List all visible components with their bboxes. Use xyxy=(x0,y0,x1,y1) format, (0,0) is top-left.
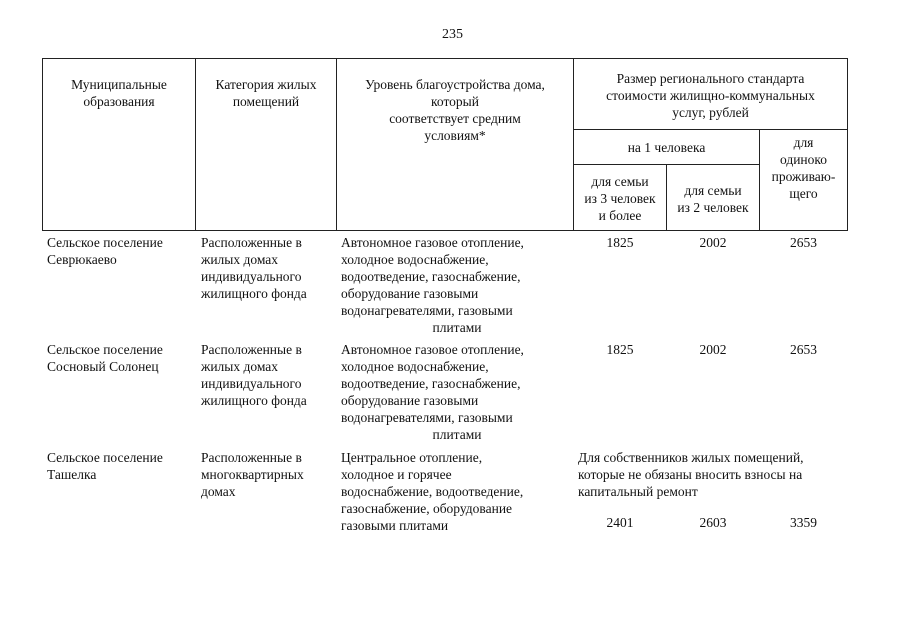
cell-note xyxy=(578,449,848,500)
cell-text-line: оборудование газовыми xyxy=(341,393,479,408)
cell-text-line: холодное и горячее xyxy=(341,467,452,482)
cell-level xyxy=(341,341,573,443)
cell-text-line: Центральное отопление, xyxy=(341,450,483,465)
cell-text-line: Сельское поселение xyxy=(47,342,163,357)
cell-text-line: Ташелка xyxy=(47,467,97,482)
cell-family2: 2002 xyxy=(699,342,727,357)
header-single xyxy=(760,134,847,202)
header-text-line: стоимости жилищно-коммунальных xyxy=(606,88,815,103)
cell-text-line: жилищного фонда xyxy=(201,393,307,408)
header-category xyxy=(196,76,336,110)
cell-text-line: жилых домах xyxy=(201,252,279,267)
header-text-line: образования xyxy=(83,94,155,109)
cell-text-line: капитальный ремонт xyxy=(578,484,698,499)
cell-single: 3359 xyxy=(790,515,817,530)
header-text-line: Категория жилых xyxy=(215,77,317,92)
header-municipality xyxy=(43,76,195,110)
cell-municipality xyxy=(47,234,197,268)
cell-family2: 2603 xyxy=(699,515,727,530)
cell-text-line: Сельское поселение xyxy=(47,235,163,250)
header-family3 xyxy=(574,173,666,224)
cell-text-line: плитами xyxy=(432,427,482,442)
header-text-line: проживаю- xyxy=(771,169,836,184)
header-text-line: помещений xyxy=(232,94,300,109)
cell-text-line: Расположенные в xyxy=(201,342,302,357)
cell-text-line: Сосновый Солонец xyxy=(47,359,159,374)
header-right-border xyxy=(847,58,848,231)
cell-single: 2653 xyxy=(790,235,817,250)
cell-single: 2653 xyxy=(790,342,817,357)
cell-text-line: Автономное газовое отопление, xyxy=(341,235,524,250)
cell-text-line: Для собственников жилых помещений, xyxy=(578,450,804,465)
header-text-line: для семьи xyxy=(684,183,742,198)
cell-level xyxy=(341,449,573,534)
header-text-line: Размер регионального стандарта xyxy=(616,71,805,86)
header-inner-line xyxy=(573,129,848,130)
header-text-line: щего xyxy=(789,186,818,201)
cell-category xyxy=(201,234,336,302)
cell-text-line: водоотведение, газоснабжение, xyxy=(341,376,521,391)
cell-text-line: индивидуального xyxy=(201,376,302,391)
cell-text-line: жилых домах xyxy=(201,359,279,374)
cell-text-line: оборудование газовыми xyxy=(341,286,479,301)
header-text-line: одиноко xyxy=(779,152,828,167)
cell-text-line: плитами xyxy=(432,320,482,335)
cell-family3: 1825 xyxy=(606,235,634,250)
header-text-line: и более xyxy=(598,208,642,223)
cell-text-line: газоснабжение, оборудование xyxy=(341,501,513,516)
header-text-line: Муниципальные xyxy=(71,77,167,92)
header-top-border xyxy=(42,58,848,59)
cell-text-line: водоотведение, газоснабжение, xyxy=(341,269,521,284)
cell-family2: 2002 xyxy=(699,235,727,250)
header-size xyxy=(574,70,847,121)
cell-text-line: которые не обязаны вносить взносы на xyxy=(578,467,803,482)
header-text-line: который xyxy=(431,94,479,109)
cell-text-line: водоснабжение, водоотведение, xyxy=(341,484,524,499)
header-family2 xyxy=(667,182,759,216)
cell-text-line: индивидуального xyxy=(201,269,302,284)
header-text-line: из 3 человек xyxy=(584,191,656,206)
header-level xyxy=(337,76,573,144)
cell-family3: 2401 xyxy=(606,515,634,530)
cell-text-line: водонагревателями, газовыми xyxy=(341,410,513,425)
cell-text-line: Расположенные в xyxy=(201,450,302,465)
cell-level xyxy=(341,234,573,336)
cell-text-line: Расположенные в xyxy=(201,235,302,250)
header-text-line: из 2 человек xyxy=(677,200,749,215)
header-text-line: Уровень благоустройства дома, xyxy=(365,77,545,92)
cell-text-line: водонагревателями, газовыми xyxy=(341,303,513,318)
header-text-line: условиям* xyxy=(424,128,486,143)
cell-text-line: Севрюкаево xyxy=(47,252,117,267)
cell-text-line: Сельское поселение xyxy=(47,450,163,465)
cell-text-line: холодное водоснабжение, xyxy=(341,359,489,374)
cell-municipality xyxy=(47,449,197,483)
header-bottom-border xyxy=(42,230,848,231)
cell-municipality xyxy=(47,341,197,375)
cell-text-line: домах xyxy=(201,484,236,499)
cell-text-line: жилищного фонда xyxy=(201,286,307,301)
header-text-line: услуг, рублей xyxy=(672,105,749,120)
cell-category xyxy=(201,449,336,500)
header-per-person: на 1 человека xyxy=(627,140,706,155)
cell-category xyxy=(201,341,336,409)
cell-text-line: газовыми плитами xyxy=(341,518,449,533)
cell-text-line: холодное водоснабжение, xyxy=(341,252,489,267)
header-text-line: для семьи xyxy=(591,174,649,189)
header-text-line: для xyxy=(793,135,814,150)
cell-text-line: Автономное газовое отопление, xyxy=(341,342,524,357)
page-number: 235 xyxy=(442,27,463,42)
cell-text-line: многоквартирных xyxy=(201,467,304,482)
header-text-line: соответствует средним xyxy=(389,111,521,126)
cell-family3: 1825 xyxy=(606,342,634,357)
